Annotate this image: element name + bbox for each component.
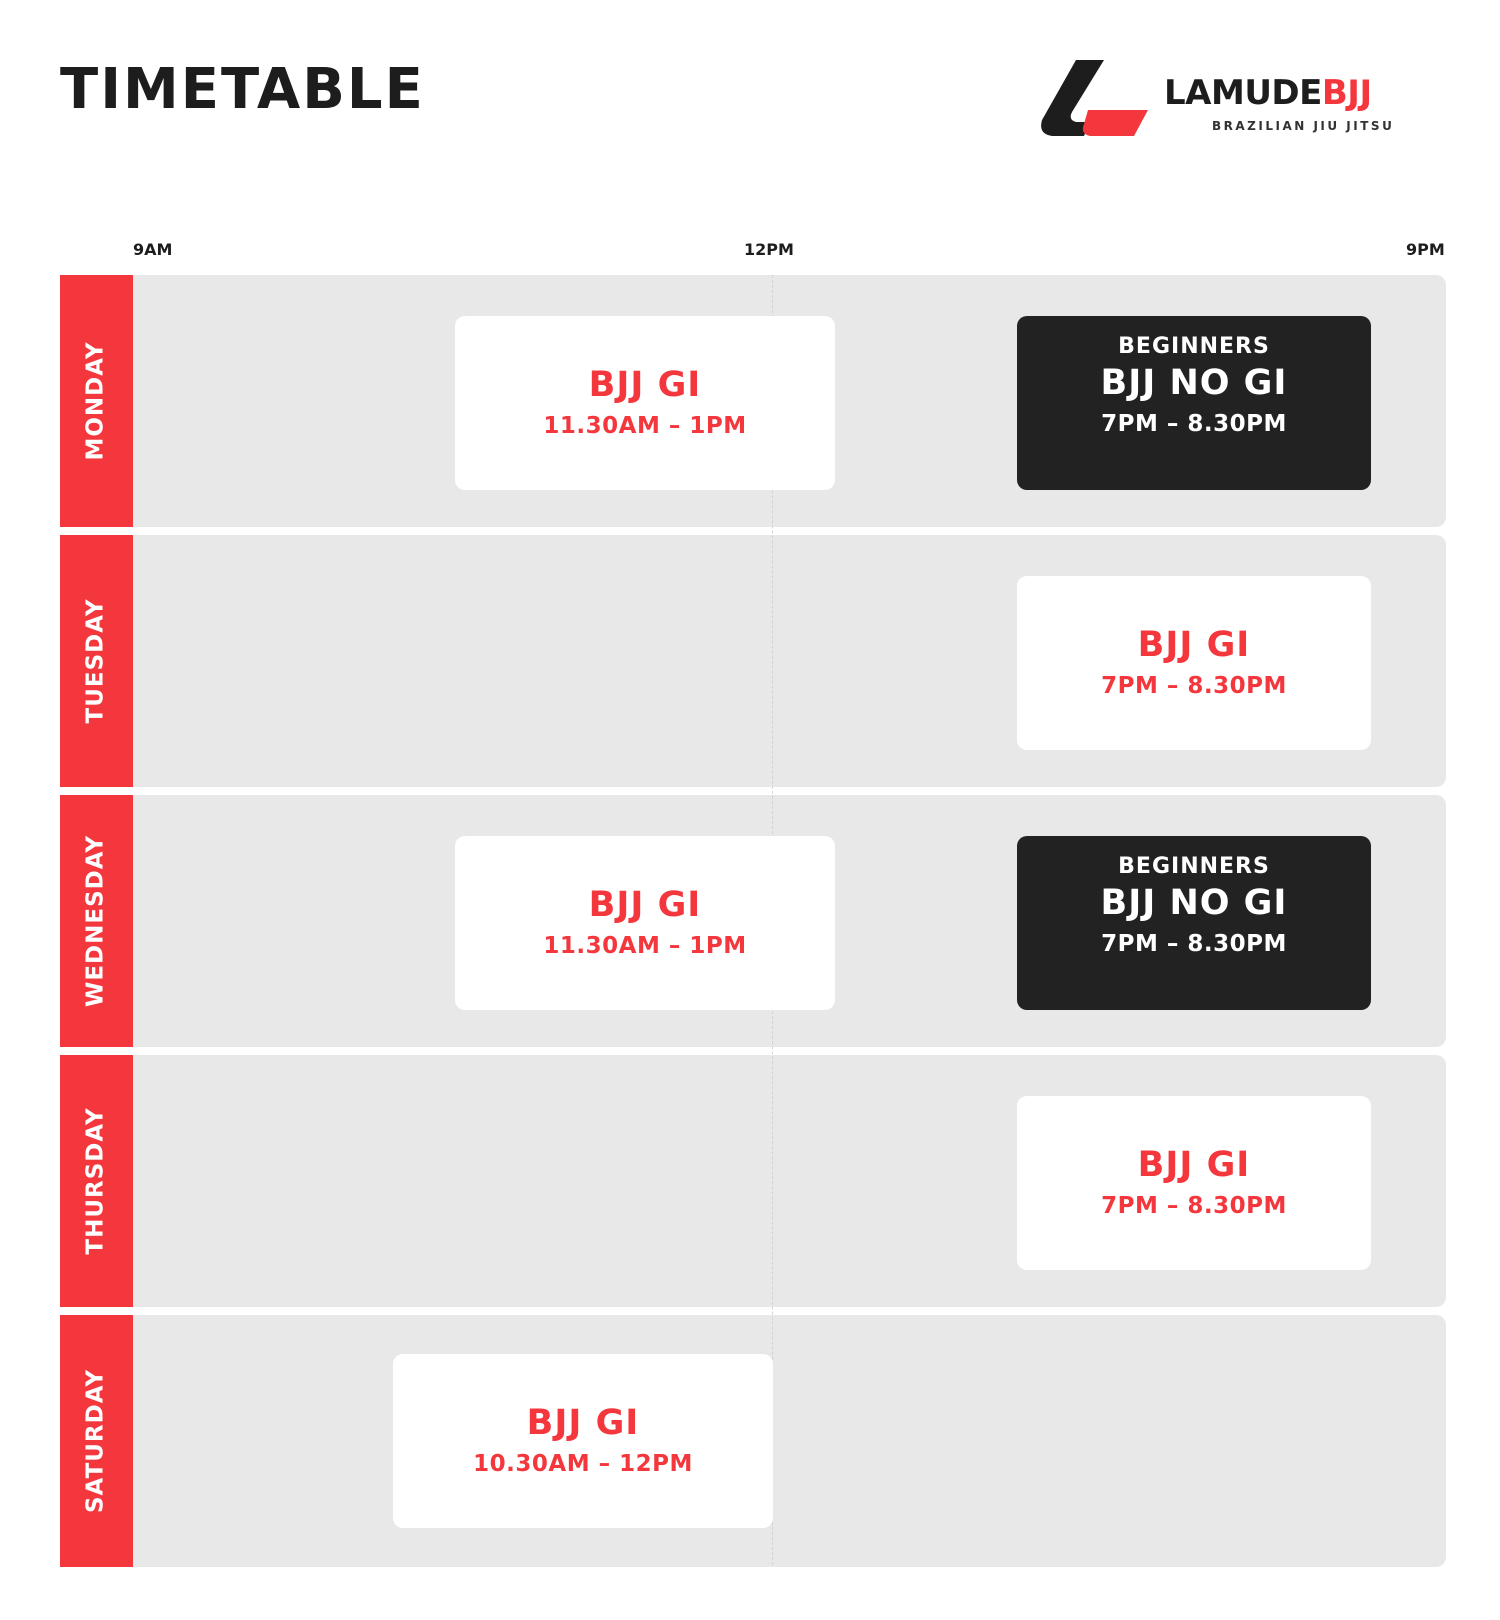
day-label: WEDNESDAY: [82, 834, 109, 1008]
class-time: 7PM – 8.30PM: [1101, 1193, 1287, 1219]
day-tab: [60, 275, 133, 527]
day-tab: [60, 535, 133, 787]
day-row-thursday: [60, 1055, 1446, 1307]
day-row-monday: [60, 275, 1446, 527]
class-name: BJJ NO GI: [1100, 363, 1288, 403]
class-name: BJJ GI: [1137, 625, 1251, 665]
day-tab: [60, 1055, 133, 1307]
lamude-logo-icon: [1030, 56, 1150, 146]
brand-logo[interactable]: [1030, 56, 1450, 146]
class-time: 7PM – 8.30PM: [1101, 411, 1287, 437]
class-name: BJJ GI: [526, 1403, 640, 1443]
class-card[interactable]: [455, 316, 835, 490]
brand-name: [1164, 73, 1372, 113]
day-label: THURSDAY: [82, 1107, 109, 1255]
time-label-middle: 12PM: [744, 240, 794, 259]
class-card[interactable]: [1017, 836, 1371, 1010]
day-label: SATURDAY: [82, 1368, 109, 1514]
class-time: 11.30AM – 1PM: [543, 413, 747, 439]
brand-name-red: BJJ: [1321, 73, 1372, 113]
day-row-wednesday: [60, 795, 1446, 1047]
day-label: MONDAY: [82, 341, 109, 461]
day-row-tuesday: [60, 535, 1446, 787]
class-level: BEGINNERS: [1118, 854, 1270, 879]
class-level: BEGINNERS: [1118, 334, 1270, 359]
class-card[interactable]: [1017, 576, 1371, 750]
class-time: 10.30AM – 12PM: [473, 1451, 693, 1477]
class-card[interactable]: [393, 1354, 773, 1528]
class-card[interactable]: [455, 836, 835, 1010]
class-time: 7PM – 8.30PM: [1101, 673, 1287, 699]
brand-tagline: BRAZILIAN JIU JITSU: [1212, 119, 1395, 133]
time-label-start: 9AM: [133, 240, 173, 259]
brand-name-dark: LAMUDE: [1164, 73, 1322, 113]
class-name: BJJ GI: [1137, 1145, 1251, 1185]
day-row-saturday: [60, 1315, 1446, 1567]
time-label-end: 9PM: [1406, 240, 1445, 259]
class-name: BJJ GI: [588, 365, 702, 405]
class-time: 11.30AM – 1PM: [543, 933, 747, 959]
class-time: 7PM – 8.30PM: [1101, 931, 1287, 957]
day-label: TUESDAY: [82, 598, 109, 724]
class-name: BJJ NO GI: [1100, 883, 1288, 923]
page-title: TIMETABLE: [60, 57, 425, 122]
class-card[interactable]: [1017, 316, 1371, 490]
class-card[interactable]: [1017, 1096, 1371, 1270]
class-name: BJJ GI: [588, 885, 702, 925]
day-tab: [60, 795, 133, 1047]
day-tab: [60, 1315, 133, 1567]
